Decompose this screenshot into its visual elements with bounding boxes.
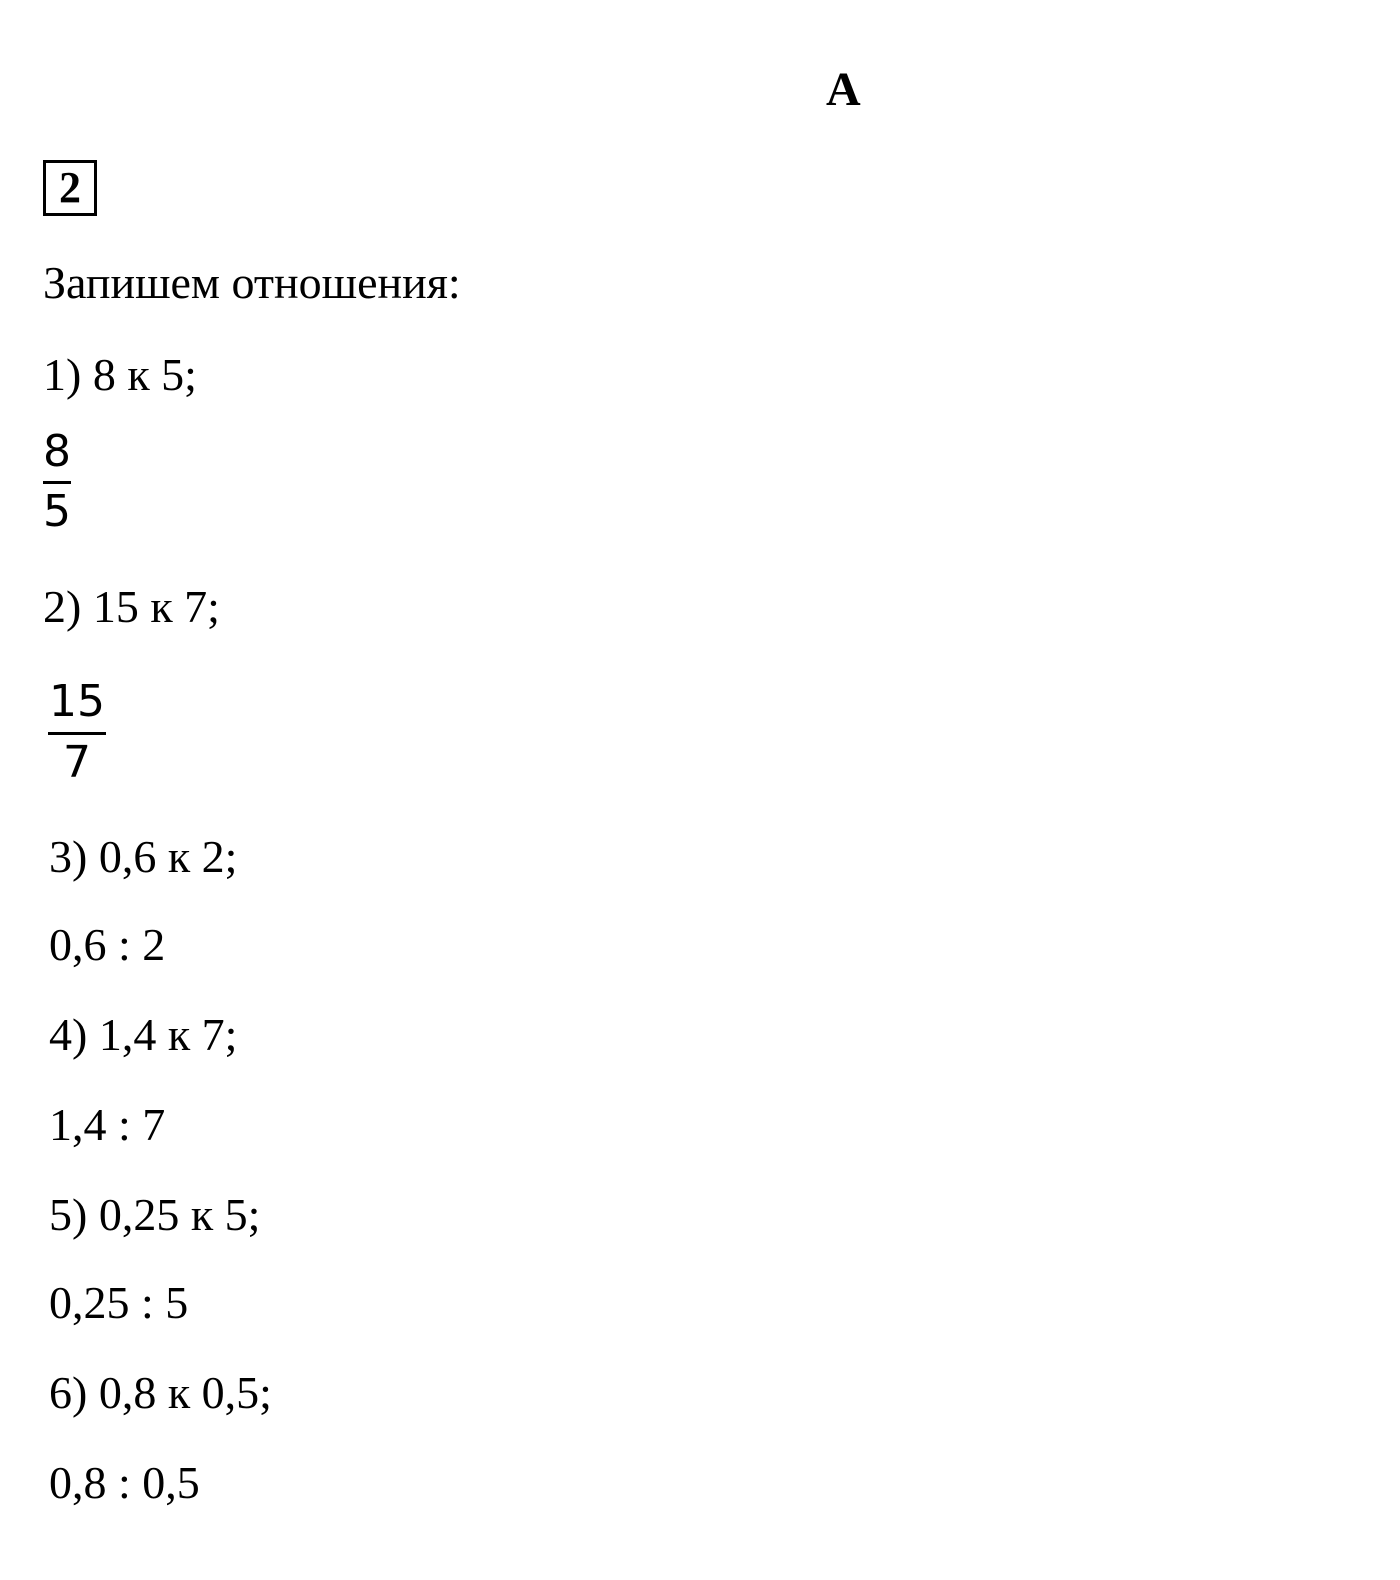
item-5-result: 0,25 : 5: [49, 1277, 189, 1328]
task-number-box: [43, 160, 97, 216]
section-letter: А: [826, 63, 861, 116]
item-6-label: 6) 0,8 к 0,5;: [49, 1367, 272, 1418]
item-1-numerator: 8: [43, 426, 71, 477]
item-1-fraction: [43, 426, 71, 537]
task-number: 2: [59, 163, 81, 212]
item-3-result: 0,6 : 2: [49, 919, 166, 970]
item-2-fraction: [48, 676, 106, 788]
item-1-label: 1) 8 к 5;: [43, 349, 197, 400]
item-1-denominator: 5: [43, 486, 71, 537]
intro-text: Запишем отношения:: [43, 257, 461, 308]
item-2-numerator: 15: [49, 676, 105, 727]
fraction-bar: [43, 481, 71, 484]
item-4-label: 4) 1,4 к 7;: [49, 1009, 238, 1060]
item-3-label: 3) 0,6 к 2;: [49, 831, 238, 882]
item-6-result: 0,8 : 0,5: [49, 1457, 200, 1508]
fraction-bar: [48, 732, 106, 735]
item-2-label: 2) 15 к 7;: [43, 581, 220, 632]
item-2-denominator: 7: [63, 737, 91, 788]
item-5-label: 5) 0,25 к 5;: [49, 1189, 261, 1240]
item-4-result: 1,4 : 7: [49, 1099, 166, 1150]
